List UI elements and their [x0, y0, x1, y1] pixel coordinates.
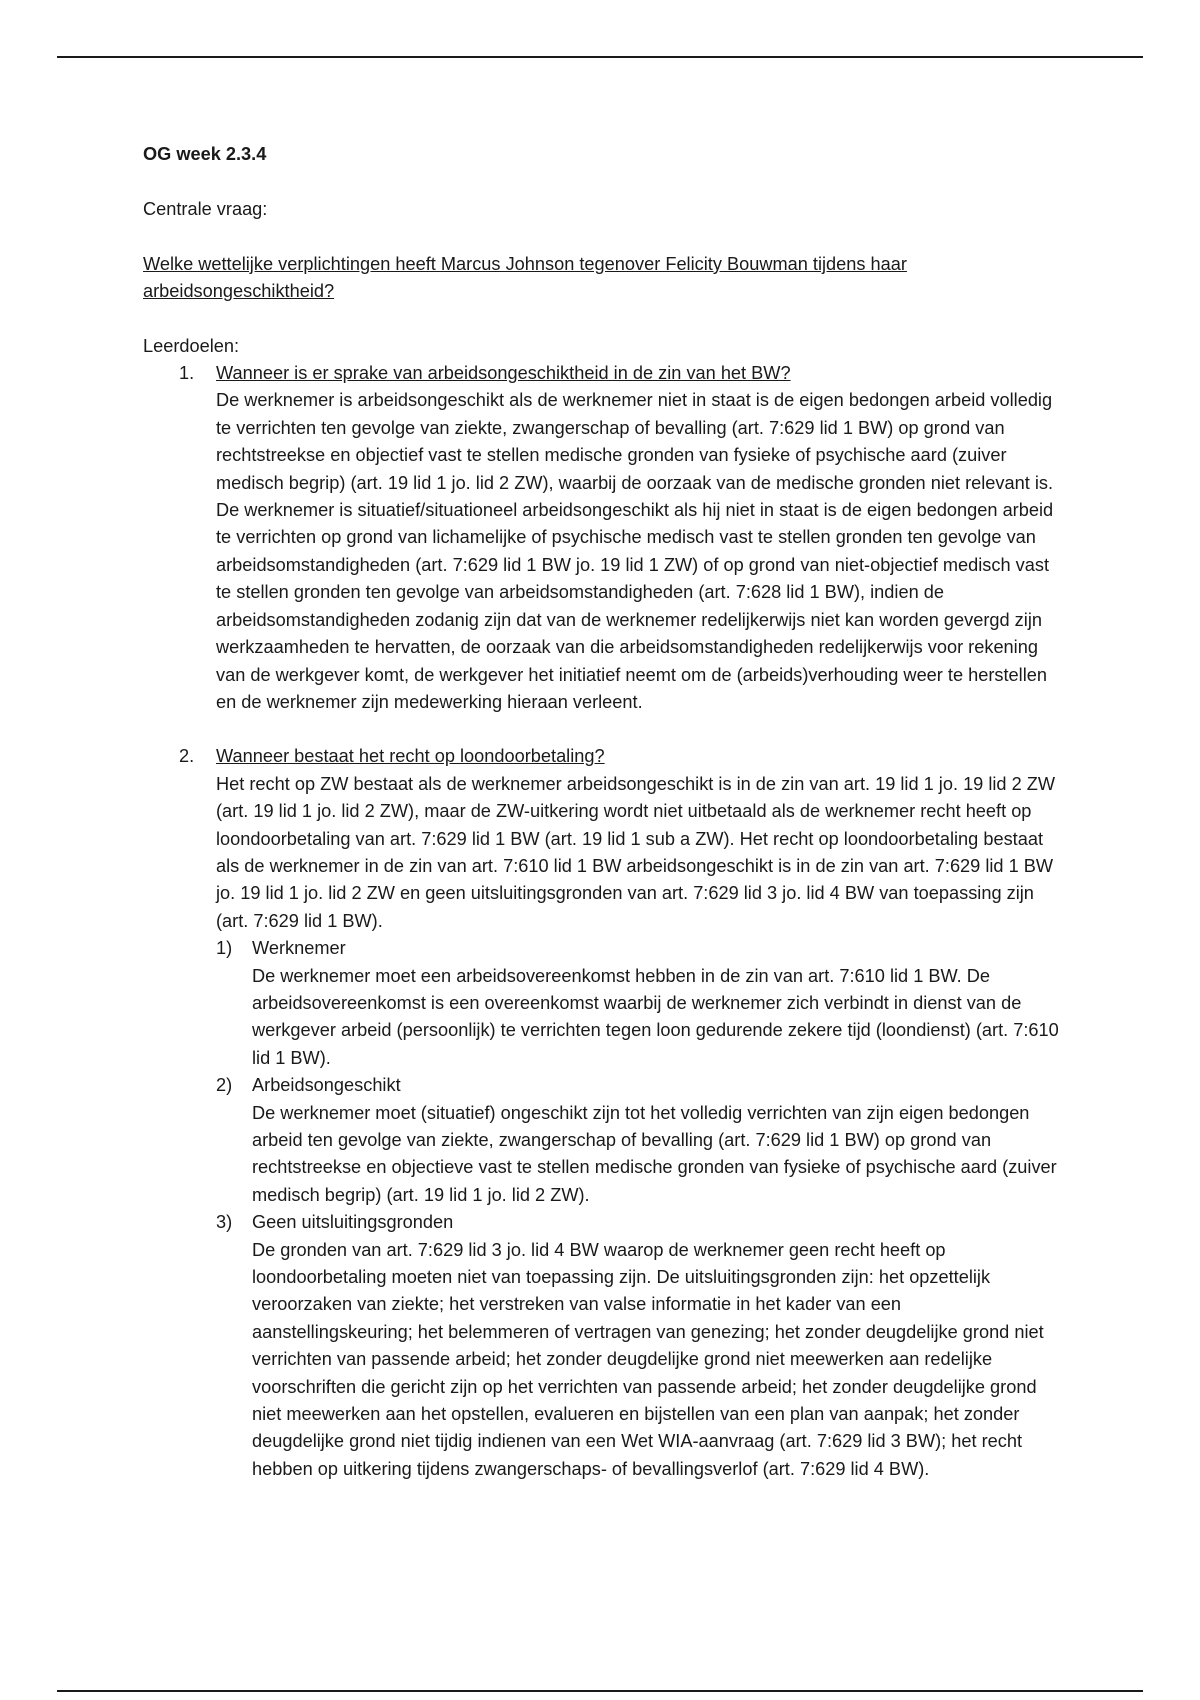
- central-question-label: Centrale vraag:: [143, 199, 268, 220]
- goal-title: Wanneer bestaat het recht op loondoorbetaling?: [216, 746, 605, 767]
- central-question: Welke wettelijke verplichtingen heeft Marcus Johnson tegenover Felicity Bouwman tijdens haar arbeidsongeschiktheid?: [143, 253, 907, 302]
- learning-goal: [143, 360, 1063, 716]
- goal-title: Wanneer is er sprake van arbeidsongeschiktheid in de zin van het BW?: [216, 363, 791, 384]
- document-page: [143, 141, 1063, 1510]
- requirements-list: [216, 935, 1063, 1483]
- requirement-number: 1): [216, 938, 233, 959]
- requirement-number: 2): [216, 1075, 233, 1096]
- requirement-item: [216, 935, 1063, 1072]
- requirement-body: De gronden van art. 7:629 lid 3 jo. lid 4 BW waarop de werknemer geen recht heeft op loondoorbetaling moeten niet van toepassing zijn. De uitsluitingsgronden zijn: het opzettelijk veroorzaken van ziekte; het verstreken van valse informatie in het kader van een aanstellingskeuring; het belemmeren of vertragen van genezing; het zonder deugdelijke grond niet verrichten van passende arbeid; het zonder deugdelijke grond niet meewerken aan redelijke voorschriften die gericht zijn op het verrichten van passende arbeid; het zonder deugdelijke grond niet meewerken aan het opstellen, evalueren en bijstellen van een plan van aanpak; het zonder deugdelijke grond niet tijdig indienen van een Wet WIA-aanvraag (art. 7:629 lid 3 BW); het recht hebben op uitkering tijdens zwangerschaps- of bevallingsverlof (art. 7:629 lid 4 BW).: [252, 1239, 1044, 1479]
- header-rule: [57, 56, 1143, 58]
- requirement-body: De werknemer moet een arbeidsovereenkomst hebben in de zin van art. 7:610 lid 1 BW. De arbeidsovereenkomst is een overeenkomst waarbij de werknemer zich verbindt in dienst van de werkgever arbeid (persoonlijk) te verrichten tegen loon gedurende zekere tijd (loondienst) (art. 7:610 lid 1 BW).: [252, 965, 1059, 1068]
- goal-body: De werknemer is arbeidsongeschikt als de werknemer niet in staat is de eigen bedongen arbeid volledig te verrichten ten gevolge van ziekte, zwangerschap of bevalling (art. 7:629 lid 1 BW) op grond van rechtstreekse en objectief vast te stellen medische gronden van fysieke of psychische aard (zuiver medisch begrip) (art. 19 lid 1 jo. lid 2 ZW), waarbij de oorzaak van de medische gronden niet relevant is. De werknemer is situatief/situationeel arbeidsongeschikt als hij niet in staat is de eigen bedongen arbeid te verrichten op grond van lichamelijke of psychische medisch vast te stellen gronden ten gevolge van arbeidsomstandigheden (art. 7:629 lid 1 BW jo. 19 lid 1 ZW) of op grond van niet-objectief medisch vast te stellen gronden ten gevolge van arbeidsomstandigheden (art. 7:628 lid 1 BW), indien de arbeidsomstandigheden zodanig zijn dat van de werknemer redelijkerwijs niet kan worden gevergd zijn werkzaamheden te hervatten, de oorzaak van die arbeidsomstandigheden redelijkerwijs voor rekening van de werkgever komt, de werkgever het initiatief neemt om de (arbeids)verhouding weer te herstellen en de werknemer zijn medewerking hieraan verleent.: [216, 390, 1054, 712]
- requirement-title: Arbeidsongeschikt: [252, 1075, 401, 1096]
- requirement-body: De werknemer moet (situatief) ongeschikt zijn tot het volledig verrichten van zijn eigen bedongen arbeid ten gevolge van ziekte, zwangerschap of bevalling (art. 7:629 lid 1 BW) op grond van rechtstreekse en objectieve vast te stellen medische gronden van fysieke of psychische aard (zuiver medisch begrip) (art. 19 lid 1 jo. lid 2 ZW).: [252, 1102, 1057, 1205]
- requirement-title: Werknemer: [252, 938, 346, 959]
- requirement-title: Geen uitsluitingsgronden: [252, 1212, 454, 1233]
- document-title: OG week 2.3.4: [143, 144, 267, 164]
- requirement-item: [216, 1072, 1063, 1209]
- requirement-item: [216, 1209, 1063, 1483]
- learning-goal: [143, 743, 1063, 1483]
- goal-number: 2.: [179, 746, 195, 767]
- learning-goals-label: Leerdoelen:: [143, 335, 240, 356]
- footer-rule: [57, 1690, 1143, 1692]
- requirement-number: 3): [216, 1212, 233, 1233]
- goal-number: 1.: [179, 363, 195, 384]
- learning-goals-list: [143, 360, 1063, 1483]
- goal-body: Het recht op ZW bestaat als de werknemer arbeidsongeschikt is in de zin van art. 19 lid 1 jo. 19 lid 2 ZW (art. 19 lid 1 jo. lid 2 ZW), maar de ZW-uitkering wordt niet uitbetaald als de werknemer recht heeft op loondoorbetaling van art. 7:629 lid 1 BW (art. 19 lid 1 sub a ZW). Het recht op loondoorbetaling bestaat als de werknemer in de zin van art. 7:610 lid 1 BW arbeidsongeschikt is in de zin van art. 7:629 lid 1 BW jo. 19 lid 1 jo. lid 2 ZW en geen uitsluitingsgronden van art. 7:629 lid 3 jo. lid 4 BW van toepassing zijn (art. 7:629 lid 1 BW).: [216, 773, 1056, 931]
